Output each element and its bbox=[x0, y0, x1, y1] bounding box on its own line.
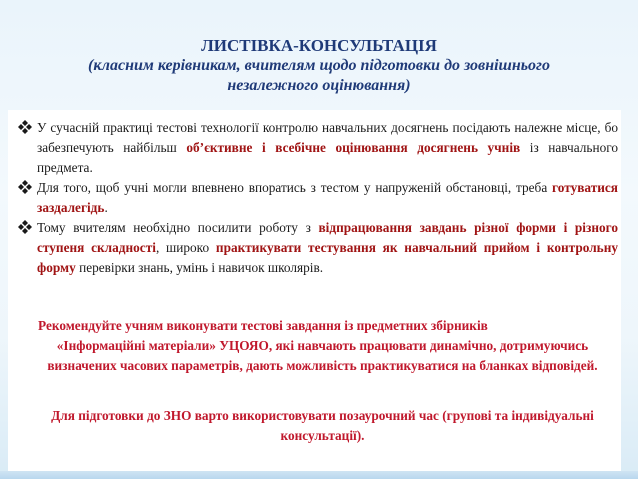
preparation-text: Для підготовки до ЗНО варто використовувати позаурочний час (групові та індивідуальні консультації). bbox=[51, 408, 594, 443]
recommendation-line1: Рекомендуйте учням виконувати тестові завдання із предметних збірників bbox=[38, 318, 488, 333]
content-panel bbox=[8, 110, 621, 472]
page-subtitle: (класним керівникам, вчителям щодо підготовки до зовнішнього незалежного оцінювання) bbox=[88, 57, 550, 94]
bullet-text: Тому вчителям необхідно посилити роботу з bbox=[37, 220, 319, 235]
bullet-highlight: практикувати тестування як навчальний прийом і контрольну форму bbox=[37, 240, 619, 275]
bottom-bar bbox=[0, 471, 638, 479]
recommendation-rest: «Інформаційні матеріали» УЦОЯО, які навчають працювати динамічно, дотримуючись визначених часових параметрів, дають можливість практикуватися на бланках відповідей. bbox=[47, 338, 598, 373]
bullet-text: У сучасній практиці тестові технології контролю навчальних досягнень посідають належне місце, бо забезпечують найбільш bbox=[37, 120, 618, 155]
list-item bbox=[18, 118, 618, 178]
bullet-text: Для того, щоб учні могли впевнено впоратись з тестом у напруженій обстановці, треба bbox=[37, 180, 553, 195]
page-title: ЛИСТІВКА-КОНСУЛЬТАЦІЯ bbox=[201, 36, 437, 55]
diamond-bullet-icon bbox=[18, 120, 32, 134]
bullet-highlight: об’єктивне і всебічне оцінювання досягнень учнів bbox=[186, 140, 521, 155]
bullet-text: із навчального предмета. bbox=[37, 140, 618, 175]
bullet-highlight: готуватися заздалегідь bbox=[37, 180, 618, 215]
bullet-list bbox=[18, 118, 618, 278]
bullet-text: , широко bbox=[155, 240, 216, 255]
recommendation-text bbox=[30, 316, 615, 376]
list-item bbox=[18, 218, 618, 278]
diamond-bullet-icon bbox=[18, 180, 32, 194]
header bbox=[0, 36, 638, 96]
bullet-highlight: відпрацювання завдань різної форми і різного ступеня складності bbox=[37, 220, 619, 255]
bullet-text: перевірки знань, умінь і навичок школярів. bbox=[75, 260, 324, 275]
bullet-text: . bbox=[104, 200, 108, 215]
diamond-bullet-icon bbox=[18, 220, 32, 234]
list-item bbox=[18, 178, 618, 218]
